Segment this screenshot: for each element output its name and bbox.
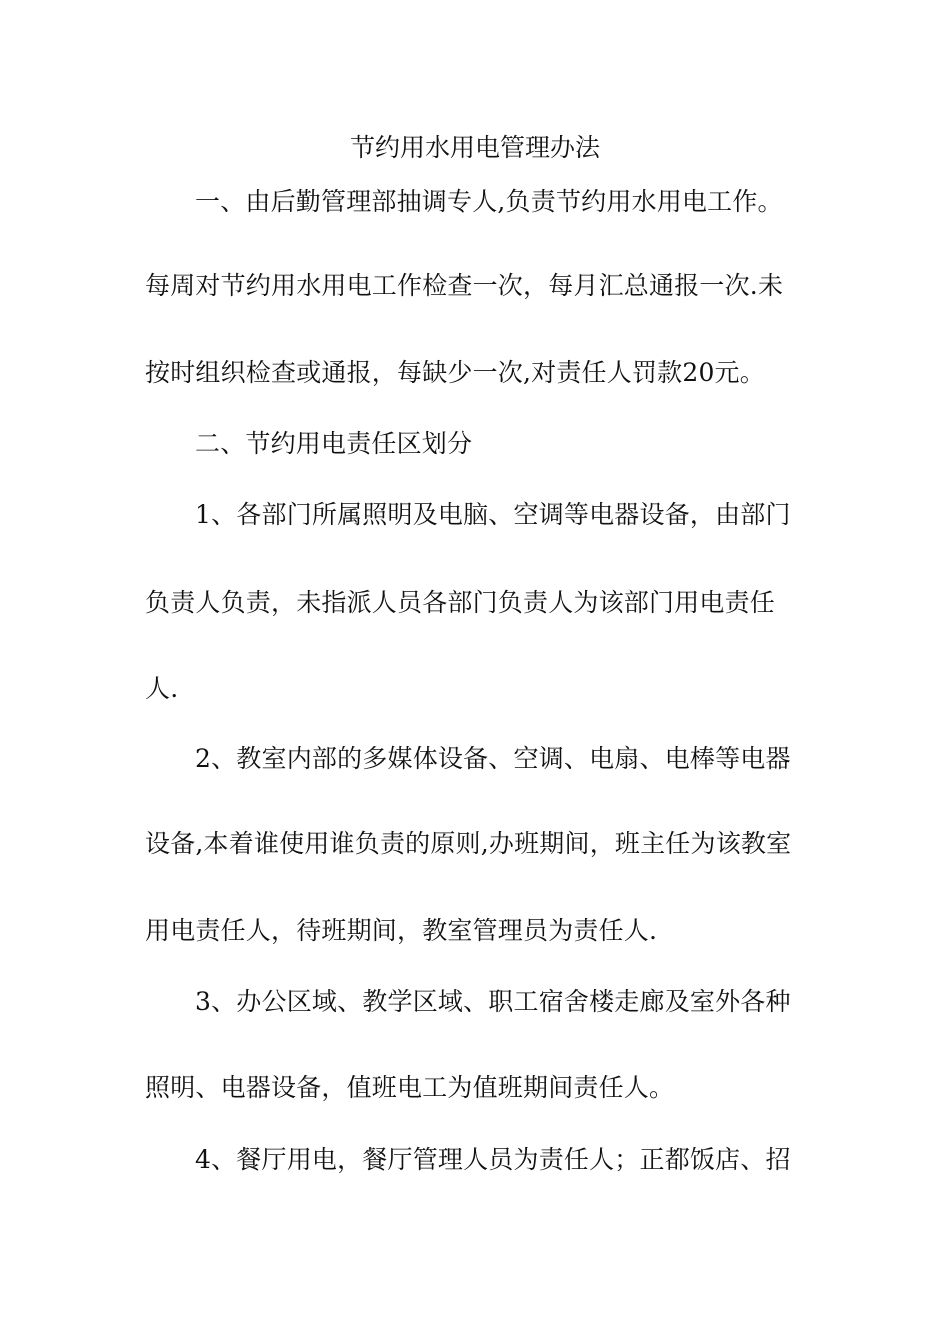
- paragraph-line: 设备,本着谁使用谁负责的原则,办班期间，班主任为该教室: [145, 829, 792, 858]
- paragraph-line: 照明、电器设备，值班电工为值班期间责任人。: [145, 1073, 675, 1102]
- paragraph-line: 1、各部门所属照明及电脑、空调等电器设备，由部门: [195, 500, 791, 529]
- paragraph-line: 2、教室内部的多媒体设备、空调、电扇、电棒等电器: [195, 744, 791, 773]
- paragraph-line: 人.: [145, 674, 179, 703]
- paragraph-line: 按时组织检查或通报，每缺少一次,对责任人罚款20元。: [145, 358, 765, 387]
- paragraph-line: 一、由后勤管理部抽调专人,负责节约用水用电工作。: [195, 187, 783, 216]
- section-heading: 二、节约用电责任区划分: [195, 429, 473, 458]
- paragraph-line: 3、办公区域、教学区域、职工宿舍楼走廊及室外各种: [195, 987, 791, 1016]
- document-title: 节约用水用电管理办法: [349, 133, 600, 162]
- paragraph-line: 用电责任人，待班期间，教室管理员为责任人.: [145, 916, 658, 945]
- paragraph-line: 负责人负责，未指派人员各部门负责人为该部门用电责任: [145, 588, 776, 617]
- paragraph-line: 每周对节约用水用电工作检查一次，每月汇总通报一次.未: [145, 271, 784, 300]
- paragraph-line: 4、餐厅用电，餐厅管理人员为责任人；正都饭店、招: [195, 1145, 791, 1174]
